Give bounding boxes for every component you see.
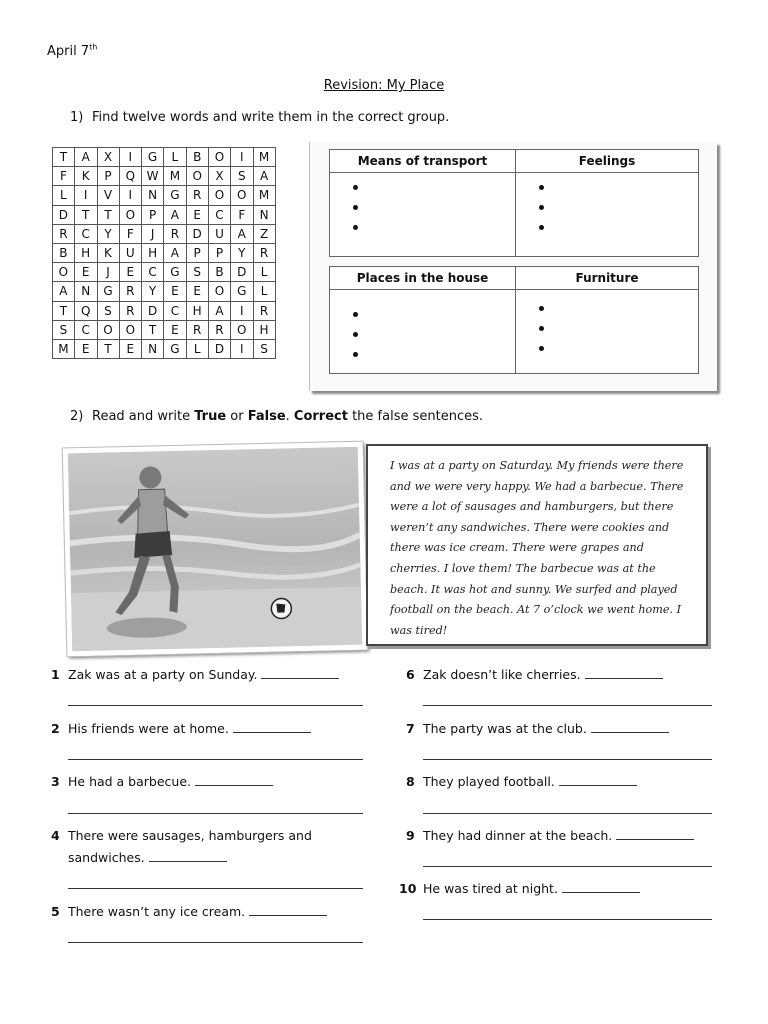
word-search-cell[interactable]: T	[97, 205, 119, 224]
answer-blank[interactable]	[149, 851, 227, 862]
story-text: I was at a party on Saturday. My friends were there and we were very happy. We had a barbecue. There were a lot of sausages and hamburgers, but there weren’t any sandwiches. There were cookies and there was ice cream. There were grapes and cherries. I love them! The barbecue was at the beach. It was hot and sunny. We surfed and played football on the beach. At 7 o’clock we went home. I was tired!	[390, 459, 684, 637]
word-search-cell[interactable]: O	[97, 320, 119, 339]
word-search-cell[interactable]: O	[53, 263, 75, 282]
word-search-row	[53, 320, 276, 339]
bullet-point	[534, 342, 698, 362]
category-table-top	[329, 149, 699, 257]
word-search-cell[interactable]: D	[186, 224, 208, 243]
bullet-point	[348, 181, 515, 201]
word-search-cell[interactable]: N	[75, 282, 97, 301]
answer-blank[interactable]	[249, 905, 327, 916]
word-search-cell[interactable]: Y	[142, 282, 164, 301]
word-search-cell[interactable]: A	[164, 205, 186, 224]
word-search-cell[interactable]: D	[209, 339, 231, 358]
word-search-cell[interactable]: Y	[231, 243, 253, 262]
category-table-bottom	[329, 266, 699, 374]
word-search-cell[interactable]: C	[142, 263, 164, 282]
answer-blank[interactable]	[233, 722, 311, 733]
correction-line[interactable]	[423, 705, 712, 706]
feelings-cell[interactable]	[516, 173, 699, 257]
word-search-cell[interactable]: G	[164, 263, 186, 282]
word-search-cell[interactable]: G	[164, 186, 186, 205]
correction-line[interactable]	[423, 919, 712, 920]
word-search-cell[interactable]: A	[164, 243, 186, 262]
word-search-cell[interactable]: S	[253, 339, 275, 358]
header-furniture: Furniture	[516, 267, 699, 290]
word-search-cell[interactable]: J	[142, 224, 164, 243]
word-search-cell[interactable]: O	[186, 167, 208, 186]
word-search-cell[interactable]: R	[186, 186, 208, 205]
word-search-cell[interactable]: D	[142, 301, 164, 320]
word-search-cell[interactable]: R	[164, 224, 186, 243]
answer-blank[interactable]	[261, 668, 339, 679]
answer-blank[interactable]	[559, 775, 637, 786]
word-search-cell[interactable]: M	[164, 167, 186, 186]
word-search-row	[53, 224, 276, 243]
word-search-cell[interactable]: O	[231, 320, 253, 339]
word-search-cell[interactable]: Q	[75, 301, 97, 320]
word-search-cell[interactable]: E	[164, 282, 186, 301]
word-search-cell[interactable]: Z	[253, 224, 275, 243]
word-search-cell[interactable]: M	[253, 148, 275, 167]
word-search-cell[interactable]: E	[75, 263, 97, 282]
story-box	[366, 444, 708, 646]
word-search-cell[interactable]: O	[209, 148, 231, 167]
word-search-cell[interactable]: F	[53, 167, 75, 186]
word-search-cell[interactable]: I	[231, 339, 253, 358]
word-search-cell[interactable]: E	[186, 205, 208, 224]
header-places-in-the-house: Places in the house	[330, 267, 516, 290]
word-search-cell[interactable]: O	[231, 186, 253, 205]
word-search-cell[interactable]: K	[75, 167, 97, 186]
word-search-cell[interactable]: D	[53, 205, 75, 224]
correction-line[interactable]	[68, 705, 363, 706]
word-search-cell[interactable]: E	[75, 339, 97, 358]
word-search-cell[interactable]: R	[186, 320, 208, 339]
word-search-row	[53, 148, 276, 167]
word-search-cell[interactable]: K	[97, 243, 119, 262]
word-search-cell[interactable]: T	[53, 301, 75, 320]
word-search-cell[interactable]: M	[253, 186, 275, 205]
answer-blank[interactable]	[195, 775, 273, 786]
word-search-cell[interactable]: H	[186, 301, 208, 320]
category-panel	[309, 142, 717, 391]
date: April 7th	[47, 42, 98, 59]
correction-line[interactable]	[68, 813, 363, 814]
word-search-cell[interactable]: A	[253, 167, 275, 186]
word-search-cell[interactable]: L	[164, 148, 186, 167]
bullet-point	[534, 322, 698, 342]
question-1-instruction: 1) Find twelve words and write them in the correct group.	[70, 110, 450, 125]
correction-line[interactable]	[423, 813, 712, 814]
correction-line[interactable]	[423, 866, 712, 867]
page-title: Revision: My Place	[323, 78, 445, 93]
word-search-cell[interactable]: P	[142, 205, 164, 224]
bullet-point	[348, 308, 515, 328]
header-means-of-transport: Means of transport	[330, 150, 516, 173]
correction-line[interactable]	[68, 942, 363, 943]
bullet-point	[534, 181, 698, 201]
word-search-cell[interactable]: C	[164, 301, 186, 320]
word-search-cell[interactable]: B	[53, 243, 75, 262]
word-search-cell[interactable]: H	[142, 243, 164, 262]
word-search-cell[interactable]: R	[53, 224, 75, 243]
word-search-cell[interactable]: H	[75, 243, 97, 262]
word-search-cell[interactable]: R	[119, 282, 141, 301]
word-search-cell[interactable]: E	[186, 282, 208, 301]
bullet-point	[348, 201, 515, 221]
word-search-cell[interactable]: U	[119, 243, 141, 262]
answer-blank[interactable]	[585, 668, 663, 679]
answer-blank[interactable]	[562, 882, 640, 893]
word-search-cell[interactable]: E	[164, 320, 186, 339]
word-search-cell[interactable]: O	[209, 186, 231, 205]
word-search-cell[interactable]: P	[209, 243, 231, 262]
bullet-point	[348, 348, 515, 368]
bullet-point	[348, 221, 515, 241]
word-search-cell[interactable]: C	[209, 205, 231, 224]
word-search-cell[interactable]: L	[253, 282, 275, 301]
word-search-cell[interactable]: A	[75, 148, 97, 167]
word-search-cell[interactable]: X	[209, 167, 231, 186]
word-search-cell[interactable]: U	[209, 224, 231, 243]
header-feelings: Feelings	[516, 150, 699, 173]
answer-blank[interactable]	[591, 722, 669, 733]
word-search-cell[interactable]: S	[231, 167, 253, 186]
word-search-cell[interactable]: N	[142, 339, 164, 358]
correction-line[interactable]	[68, 888, 363, 889]
word-search-row	[53, 167, 276, 186]
word-search-cell[interactable]: C	[75, 320, 97, 339]
word-search-cell[interactable]: G	[97, 282, 119, 301]
word-search-cell[interactable]: G	[231, 282, 253, 301]
word-search-cell[interactable]: T	[53, 148, 75, 167]
word-search-cell[interactable]: R	[253, 243, 275, 262]
beach-scene-illustration	[68, 447, 362, 652]
word-search-cell[interactable]: T	[142, 320, 164, 339]
word-search-cell[interactable]: Q	[119, 167, 141, 186]
word-search-cell[interactable]: A	[231, 224, 253, 243]
word-search-cell[interactable]: T	[75, 205, 97, 224]
word-search-cell[interactable]: A	[53, 282, 75, 301]
word-search-cell[interactable]: V	[97, 186, 119, 205]
bullet-point	[348, 328, 515, 348]
word-search-cell[interactable]: L	[253, 263, 275, 282]
places-cell[interactable]	[330, 290, 516, 374]
word-search-cell[interactable]: E	[119, 263, 141, 282]
word-search-row	[53, 339, 276, 358]
correction-line[interactable]	[423, 759, 712, 760]
word-search-cell[interactable]: H	[253, 320, 275, 339]
word-search-row	[53, 205, 276, 224]
word-search-cell[interactable]: C	[75, 224, 97, 243]
word-search-cell[interactable]: B	[209, 263, 231, 282]
word-search-cell[interactable]: D	[231, 263, 253, 282]
word-search-cell[interactable]: P	[186, 243, 208, 262]
word-search-cell[interactable]: S	[53, 320, 75, 339]
word-search-row	[53, 186, 276, 205]
word-search-cell[interactable]: I	[119, 148, 141, 167]
word-search-cell[interactable]: R	[253, 301, 275, 320]
bullet-point	[534, 302, 698, 322]
bullet-point	[534, 201, 698, 221]
word-search-cell[interactable]: O	[119, 320, 141, 339]
word-search-cell[interactable]: L	[186, 339, 208, 358]
boy-playing-football-photo	[63, 442, 368, 657]
word-search-cell[interactable]: P	[97, 167, 119, 186]
word-search-cell[interactable]: F	[119, 224, 141, 243]
question-2-instruction: 2) Read and write True or False. Correct the false sentences.	[70, 409, 483, 424]
word-search-row	[53, 301, 276, 320]
word-search-row	[53, 263, 276, 282]
word-search-cell[interactable]: R	[209, 320, 231, 339]
word-search-cell[interactable]: Y	[97, 224, 119, 243]
bullet-point	[534, 221, 698, 241]
word-search-cell[interactable]: E	[119, 339, 141, 358]
word-search-cell[interactable]: N	[253, 205, 275, 224]
word-search-cell[interactable]: A	[209, 301, 231, 320]
word-search-cell[interactable]: O	[119, 205, 141, 224]
word-search-cell[interactable]: M	[53, 339, 75, 358]
correction-line[interactable]	[68, 759, 363, 760]
word-search-cell[interactable]: I	[231, 301, 253, 320]
word-search-cell[interactable]: G	[164, 339, 186, 358]
word-search-cell[interactable]: S	[186, 263, 208, 282]
word-search-cell[interactable]: T	[97, 339, 119, 358]
word-search-cell[interactable]: I	[119, 186, 141, 205]
word-search-cell[interactable]: W	[142, 167, 164, 186]
answer-blank[interactable]	[616, 829, 694, 840]
word-search-cell[interactable]: R	[119, 301, 141, 320]
word-search-cell[interactable]: F	[231, 205, 253, 224]
transport-cell[interactable]	[330, 173, 516, 257]
word-search-cell[interactable]: J	[97, 263, 119, 282]
furniture-cell[interactable]	[516, 290, 699, 374]
word-search-cell[interactable]: X	[97, 148, 119, 167]
word-search-cell[interactable]: O	[209, 282, 231, 301]
word-search-cell[interactable]: I	[231, 148, 253, 167]
word-search-cell[interactable]: S	[97, 301, 119, 320]
word-search-cell[interactable]: L	[53, 186, 75, 205]
word-search-cell[interactable]: N	[142, 186, 164, 205]
word-search-cell[interactable]: B	[186, 148, 208, 167]
word-search-grid	[52, 147, 276, 359]
word-search-cell[interactable]: G	[142, 148, 164, 167]
word-search-row	[53, 282, 276, 301]
word-search-cell[interactable]: I	[75, 186, 97, 205]
word-search-row	[53, 243, 276, 262]
